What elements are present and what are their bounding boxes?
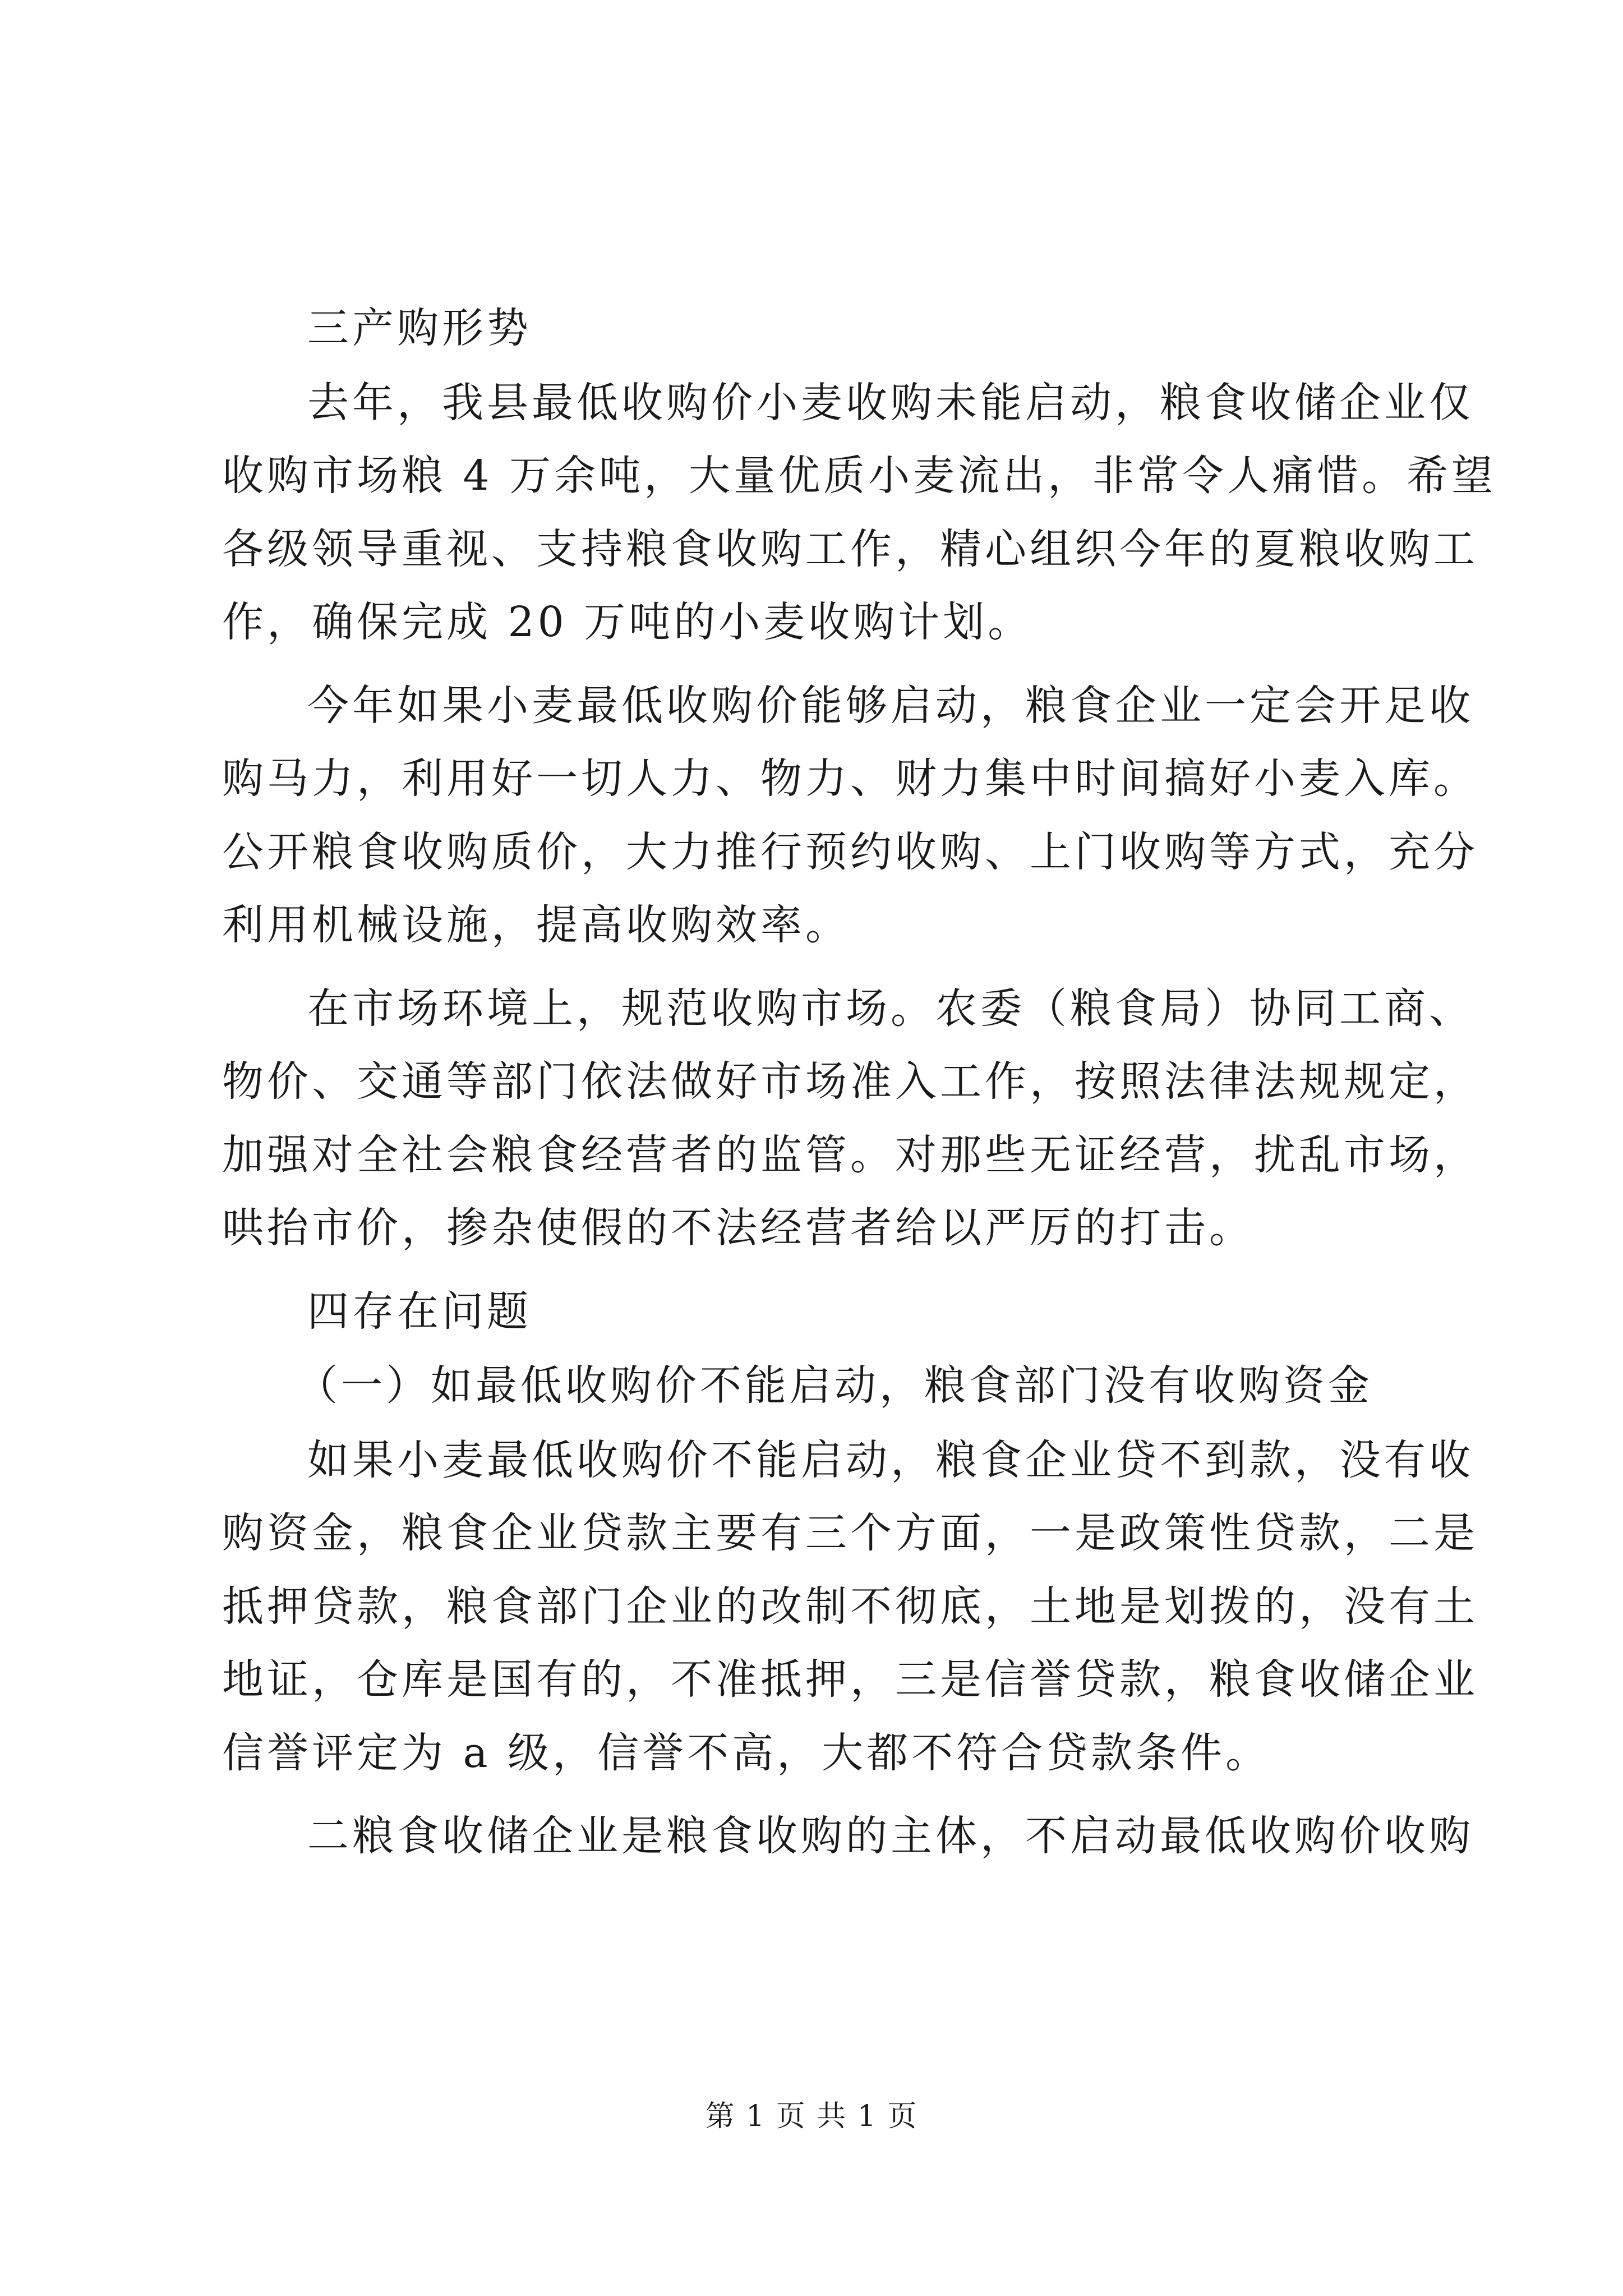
paragraph-this-year-plan bbox=[222, 669, 1478, 962]
document-body bbox=[222, 292, 1497, 1873]
section-heading-3 bbox=[307, 292, 1409, 365]
page-footer bbox=[0, 2092, 1623, 2134]
text-line: 公开粮食收购质价，大力推行预约收购、上门收购等方式，充分 bbox=[222, 827, 1478, 876]
page-number-label: 第 1 页 共 1 页 bbox=[705, 2100, 918, 2133]
paragraph-last-year-purchase bbox=[222, 366, 1497, 659]
text-line: 二粮食收储企业是粮食收购的主体，不启动最低收购价收购 bbox=[307, 1812, 1474, 1860]
text-line: 今年如果小麦最低收购价能够启动，粮食企业一定会开足收 bbox=[307, 681, 1474, 730]
text-line: 四存在问题 bbox=[307, 1287, 532, 1336]
text-line: 购马力，利用好一切人力、物力、财力集中时间搞好小麦入库。 bbox=[222, 754, 1478, 803]
text-line: 信誉评定为 a 级，信誉不高，大都不符合贷款条件。 bbox=[222, 1728, 1271, 1777]
text-line: 去年，我县最低收购价小麦收购未能启动，粮食收储企业仅 bbox=[307, 378, 1474, 427]
text-line: 三产购形势 bbox=[307, 304, 532, 352]
text-line: 如果小麦最低收购价不能启动，粮食企业贷不到款，没有收 bbox=[307, 1435, 1474, 1484]
paragraph-market-environment bbox=[222, 972, 1478, 1265]
text-line: 利用机械设施，提高收购效率。 bbox=[222, 901, 850, 949]
text-line: 哄抬市价，掺杂使假的不法经营者给以严厉的打击。 bbox=[222, 1204, 1254, 1252]
text-line: 作，确保完成 20 万吨的小麦收购计划。 bbox=[222, 598, 1033, 646]
text-line: 加强对全社会粮食经营者的监管。对那些无证经营，扰乱市场， bbox=[222, 1130, 1478, 1179]
text-line: 收购市场粮 4 万余吨，大量优质小麦流出，非常令人痛惜。希望 bbox=[222, 452, 1497, 500]
paragraph-loan-issues bbox=[222, 1424, 1478, 1790]
text-line: 购资金，粮食企业贷款主要有三个方面，一是政策性贷款，二是 bbox=[222, 1509, 1478, 1557]
subsection-heading-1 bbox=[296, 1349, 1409, 1423]
text-line: 在市场环境上，规范收购市场。农委（粮食局）协同工商、 bbox=[307, 984, 1474, 1033]
text-line: 各级领导重视、支持粮食收购工作，精心组织今年的夏粮收购工 bbox=[222, 524, 1478, 573]
text-line: 物价、交通等部门依法做好市场准入工作，按照法律法规规定， bbox=[222, 1057, 1478, 1106]
section-heading-4 bbox=[307, 1275, 1409, 1349]
text-line: （一）如最低收购价不能启动，粮食部门没有收购资金 bbox=[296, 1361, 1373, 1410]
text-line: 抵押贷款，粮食部门企业的改制不彻底，土地是划拨的，没有土 bbox=[222, 1582, 1478, 1631]
paragraph-storage-enterprises bbox=[307, 1800, 1474, 1873]
text-line: 地证，仓库是国有的，不准抵押，三是信誉贷款，粮食收储企业 bbox=[222, 1655, 1478, 1704]
